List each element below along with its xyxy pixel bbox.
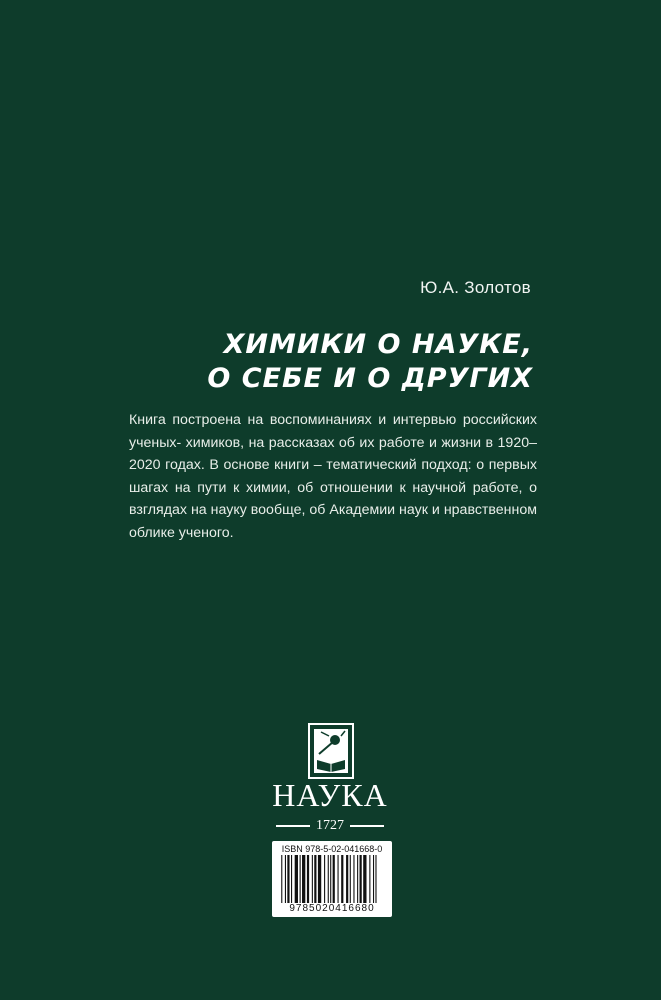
barcode-panel [272,841,392,917]
barcode-bar [330,855,331,903]
barcode-bar [333,855,335,903]
barcode-bar [350,855,351,903]
barcode-bar [328,855,329,903]
publisher-name: НАУКА [272,777,388,813]
barcode-bar [369,855,370,903]
publisher-year-row [270,817,390,835]
barcode-bar [285,855,286,903]
ean-digits: 9785020416680 [289,903,375,914]
barcode-bar [307,855,309,903]
barcode-bar [300,855,301,903]
barcode-bars [280,855,384,903]
isbn-text: ISBN 978-5-02-041668-0 [281,844,383,854]
barcode-bar [341,855,343,903]
book-title-line-2: О СЕБЕ И О ДРУГИХ [207,363,533,394]
barcode-bar [338,855,339,903]
barcode-bar [314,855,316,903]
barcode-bar [375,855,376,903]
author-name: Ю.А. Золотов [420,278,531,297]
barcode-bar [312,855,313,903]
book-title [113,328,533,396]
year-dash-right [350,825,384,827]
barcode-bar [291,855,292,903]
barcode-bar [346,855,348,903]
barcode-bar [295,855,298,903]
barcode-bar [324,855,325,903]
barcode-bar [353,855,354,903]
barcode-bar [302,855,305,903]
barcode-bar [281,855,282,903]
barcode-bar [357,855,358,903]
publisher-emblem-icon [307,722,355,780]
publisher-year: 1727 [316,818,344,833]
year-dash-left [276,825,310,827]
barcode-bar [363,855,366,903]
book-description: Книга построена на воспоминаниях и интервью российских ученых- химиков, на рассказах об их работе и жизни в 1920–2020 годах. В основе книги – тематический подход: о первых шагах на пути к химии, об отношении к научной работе, о взглядах на науку вообще, об Академии наук и нравственном облике ученого. [129,412,537,541]
barcode-bar [287,855,289,903]
barcode-bar [360,855,362,903]
book-title-line-1: ХИМИКИ О НАУКЕ, [223,329,533,360]
barcode-bar [373,855,374,903]
barcode-bar [318,855,321,903]
